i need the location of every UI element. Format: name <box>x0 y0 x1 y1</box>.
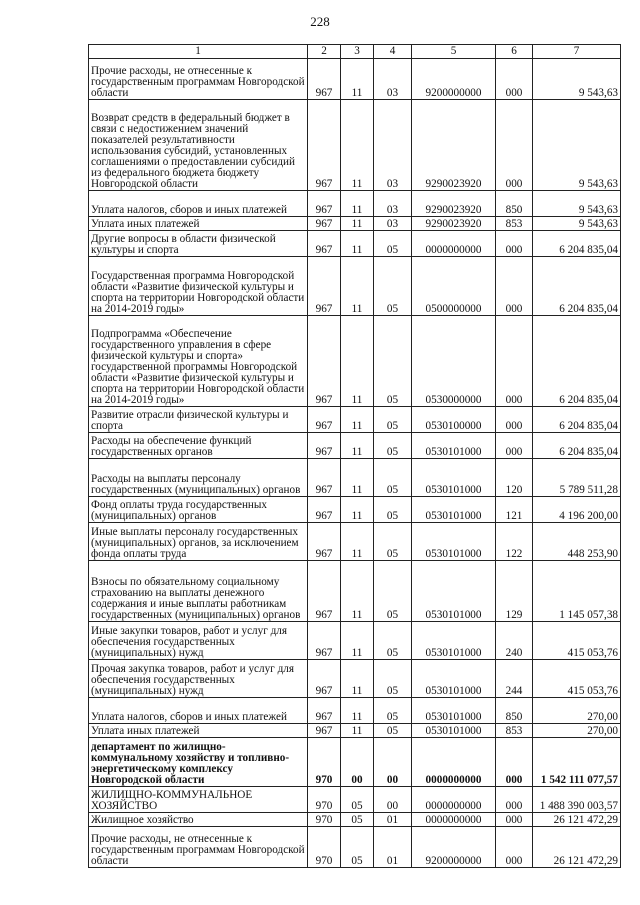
target-code: 0530000000 <box>412 316 496 407</box>
target-code: 0500000000 <box>412 257 496 316</box>
admin-code: 967 <box>308 257 341 316</box>
row-description: Развитие отрасли физической культуры и спорта <box>89 407 308 433</box>
table-row <box>89 217 621 231</box>
admin-code: 967 <box>308 433 341 459</box>
target-code: 0530100000 <box>412 407 496 433</box>
header-cell: 1 <box>89 45 308 59</box>
row-description: Уплата налогов, сборов и иных платежей <box>89 191 308 217</box>
target-code: 0530101000 <box>412 497 496 523</box>
row-description: Взносы по обязательному социальному страхованию на выплаты денежного содержания и иные выплаты работникам государственных (муниципальных) органов <box>89 561 308 622</box>
amount: 9 543,63 <box>533 100 621 191</box>
amount: 26 121 472,29 <box>533 827 621 868</box>
subsection-code: 05 <box>374 433 412 459</box>
row-description: Иные выплаты персоналу государственных (муниципальных) органов, за исключением фонда оплаты труда <box>89 523 308 561</box>
target-code: 0530101000 <box>412 459 496 497</box>
admin-code: 967 <box>308 217 341 231</box>
expense-type-code: 000 <box>496 827 533 868</box>
amount: 415 053,76 <box>533 660 621 698</box>
section-code: 11 <box>341 191 374 217</box>
amount: 26 121 472,29 <box>533 813 621 827</box>
subsection-code: 05 <box>374 724 412 738</box>
target-code: 0530101000 <box>412 433 496 459</box>
section-code: 00 <box>341 738 374 787</box>
subsection-code: 05 <box>374 231 412 257</box>
table-row <box>89 827 621 868</box>
expense-type-code: 121 <box>496 497 533 523</box>
section-code: 11 <box>341 59 374 100</box>
expense-type-code: 850 <box>496 191 533 217</box>
target-code: 0530101000 <box>412 523 496 561</box>
section-code: 11 <box>341 523 374 561</box>
expense-type-code: 240 <box>496 622 533 660</box>
target-code: 0000000000 <box>412 231 496 257</box>
amount: 270,00 <box>533 698 621 724</box>
table-row <box>89 523 621 561</box>
section-code: 05 <box>341 787 374 813</box>
target-code: 9200000000 <box>412 827 496 868</box>
section-code: 11 <box>341 257 374 316</box>
subsection-code: 03 <box>374 59 412 100</box>
section-code: 05 <box>341 827 374 868</box>
row-description: Расходы на обеспечение функций государственных органов <box>89 433 308 459</box>
admin-code: 967 <box>308 523 341 561</box>
table-row <box>89 231 621 257</box>
section-code: 11 <box>341 433 374 459</box>
subsection-code: 05 <box>374 561 412 622</box>
subsection-code: 05 <box>374 698 412 724</box>
admin-code: 967 <box>308 459 341 497</box>
amount: 4 196 200,00 <box>533 497 621 523</box>
subsection-code: 05 <box>374 523 412 561</box>
amount: 9 543,63 <box>533 217 621 231</box>
expense-type-code: 000 <box>496 787 533 813</box>
section-code: 11 <box>341 561 374 622</box>
admin-code: 967 <box>308 698 341 724</box>
subsection-code: 05 <box>374 257 412 316</box>
row-description: Подпрограмма «Обеспечение государственного управления в сфере физической культуры и спорта» государственной программы Новгородской области «Развитие физической культуры и спорта на территории Новгородской области на 2014-2019 годы» <box>89 316 308 407</box>
section-code: 11 <box>341 407 374 433</box>
expense-type-code: 000 <box>496 433 533 459</box>
row-description: Уплата иных платежей <box>89 217 308 231</box>
subsection-code: 05 <box>374 497 412 523</box>
expense-type-code: 120 <box>496 459 533 497</box>
table-row <box>89 738 621 787</box>
row-description: Уплата налогов, сборов и иных платежей <box>89 698 308 724</box>
expense-type-code: 000 <box>496 231 533 257</box>
amount: 270,00 <box>533 724 621 738</box>
section-code: 11 <box>341 316 374 407</box>
table-row <box>89 257 621 316</box>
admin-code: 967 <box>308 497 341 523</box>
row-description: Прочие расходы, не отнесенные к государственным программам Новгородской области <box>89 59 308 100</box>
amount: 9 543,63 <box>533 59 621 100</box>
target-code: 0530101000 <box>412 622 496 660</box>
admin-code: 970 <box>308 738 341 787</box>
admin-code: 967 <box>308 316 341 407</box>
target-code: 0530101000 <box>412 698 496 724</box>
section-code: 11 <box>341 459 374 497</box>
amount: 6 204 835,04 <box>533 407 621 433</box>
expense-type-code: 244 <box>496 660 533 698</box>
row-description: Жилищное хозяйство <box>89 813 308 827</box>
table-row <box>89 459 621 497</box>
amount: 6 204 835,04 <box>533 433 621 459</box>
subsection-code: 01 <box>374 813 412 827</box>
subsection-code: 05 <box>374 407 412 433</box>
subsection-code: 00 <box>374 787 412 813</box>
table-body <box>89 59 621 868</box>
expense-type-code: 853 <box>496 217 533 231</box>
section-code: 11 <box>341 497 374 523</box>
subsection-code: 05 <box>374 622 412 660</box>
row-description: Государственная программа Новгородской области «Развитие физической культуры и спорта на территории Новгородской области на 2014-2019 годы» <box>89 257 308 316</box>
admin-code: 967 <box>308 100 341 191</box>
expense-type-code: 853 <box>496 724 533 738</box>
section-code: 11 <box>341 724 374 738</box>
table-row <box>89 316 621 407</box>
expense-type-code: 850 <box>496 698 533 724</box>
expense-type-code: 000 <box>496 738 533 787</box>
subsection-code: 03 <box>374 100 412 191</box>
table-row <box>89 622 621 660</box>
amount: 448 253,90 <box>533 523 621 561</box>
header-cell: 4 <box>374 45 412 59</box>
amount: 5 789 511,28 <box>533 459 621 497</box>
row-description: Фонд оплаты труда государственных (муниципальных) органов <box>89 497 308 523</box>
section-code: 11 <box>341 100 374 191</box>
header-cell: 3 <box>341 45 374 59</box>
expense-type-code: 000 <box>496 407 533 433</box>
section-code: 11 <box>341 231 374 257</box>
target-code: 0530101000 <box>412 660 496 698</box>
target-code: 0000000000 <box>412 738 496 787</box>
amount: 9 543,63 <box>533 191 621 217</box>
section-code: 11 <box>341 698 374 724</box>
admin-code: 967 <box>308 59 341 100</box>
table-row <box>89 660 621 698</box>
table-row <box>89 191 621 217</box>
row-description: Расходы на выплаты персоналу государственных (муниципальных) органов <box>89 459 308 497</box>
target-code: 9290023920 <box>412 100 496 191</box>
row-description: Прочая закупка товаров, работ и услуг для обеспечения государственных (муниципальных) нужд <box>89 660 308 698</box>
table-row <box>89 497 621 523</box>
subsection-code: 05 <box>374 660 412 698</box>
row-description: Иные закупки товаров, работ и услуг для обеспечения государственных (муниципальных) нужд <box>89 622 308 660</box>
admin-code: 967 <box>308 724 341 738</box>
amount: 6 204 835,04 <box>533 316 621 407</box>
target-code: 9200000000 <box>412 59 496 100</box>
expense-type-code: 000 <box>496 316 533 407</box>
section-code: 11 <box>341 217 374 231</box>
header-cell: 7 <box>533 45 621 59</box>
admin-code: 967 <box>308 231 341 257</box>
section-code: 11 <box>341 660 374 698</box>
admin-code: 970 <box>308 813 341 827</box>
subsection-code: 05 <box>374 316 412 407</box>
table-row <box>89 407 621 433</box>
admin-code: 967 <box>308 407 341 433</box>
amount: 1 488 390 003,57 <box>533 787 621 813</box>
section-code: 05 <box>341 813 374 827</box>
table-row <box>89 724 621 738</box>
target-code: 0000000000 <box>412 813 496 827</box>
row-description: департамент по жилищно-коммунальному хозяйству и топливно-энергетическому комплексу Новгородской области <box>89 738 308 787</box>
table-row <box>89 698 621 724</box>
target-code: 0000000000 <box>412 787 496 813</box>
admin-code: 970 <box>308 787 341 813</box>
header-cell: 6 <box>496 45 533 59</box>
header-cell: 5 <box>412 45 496 59</box>
admin-code: 970 <box>308 827 341 868</box>
amount: 6 204 835,04 <box>533 231 621 257</box>
admin-code: 967 <box>308 660 341 698</box>
target-code: 0530101000 <box>412 561 496 622</box>
subsection-code: 03 <box>374 217 412 231</box>
table-row <box>89 433 621 459</box>
header-cell: 2 <box>308 45 341 59</box>
expense-type-code: 000 <box>496 813 533 827</box>
amount: 1 542 111 077,57 <box>533 738 621 787</box>
row-description: Прочие расходы, не отнесенные к государственным программам Новгородской области <box>89 827 308 868</box>
expense-type-code: 000 <box>496 257 533 316</box>
subsection-code: 05 <box>374 459 412 497</box>
target-code: 0530101000 <box>412 724 496 738</box>
subsection-code: 03 <box>374 191 412 217</box>
section-code: 11 <box>341 622 374 660</box>
table-row <box>89 59 621 100</box>
target-code: 9290023920 <box>412 191 496 217</box>
table-row <box>89 787 621 813</box>
amount: 6 204 835,04 <box>533 257 621 316</box>
subsection-code: 01 <box>374 827 412 868</box>
amount: 415 053,76 <box>533 622 621 660</box>
expense-type-code: 129 <box>496 561 533 622</box>
table-row <box>89 561 621 622</box>
row-description: ЖИЛИЩНО-КОММУНАЛЬНОЕ ХОЗЯЙСТВО <box>89 787 308 813</box>
admin-code: 967 <box>308 622 341 660</box>
expense-type-code: 000 <box>496 59 533 100</box>
header-row <box>89 45 621 59</box>
table-row <box>89 100 621 191</box>
expense-type-code: 122 <box>496 523 533 561</box>
amount: 1 145 057,38 <box>533 561 621 622</box>
table-row <box>89 813 621 827</box>
row-description: Возврат средств в федеральный бюджет в связи с недостижением значений показателей результативности использования субсидий, установленных соглашениями о предоставлении субсидий из федерального бюджета бюджету Новгородской области <box>89 100 308 191</box>
expense-type-code: 000 <box>496 100 533 191</box>
row-description: Другие вопросы в области физической культуры и спорта <box>89 231 308 257</box>
page-number: 228 <box>310 14 330 29</box>
admin-code: 967 <box>308 561 341 622</box>
target-code: 9290023920 <box>412 217 496 231</box>
budget-table <box>88 44 621 868</box>
admin-code: 967 <box>308 191 341 217</box>
subsection-code: 00 <box>374 738 412 787</box>
row-description: Уплата иных платежей <box>89 724 308 738</box>
